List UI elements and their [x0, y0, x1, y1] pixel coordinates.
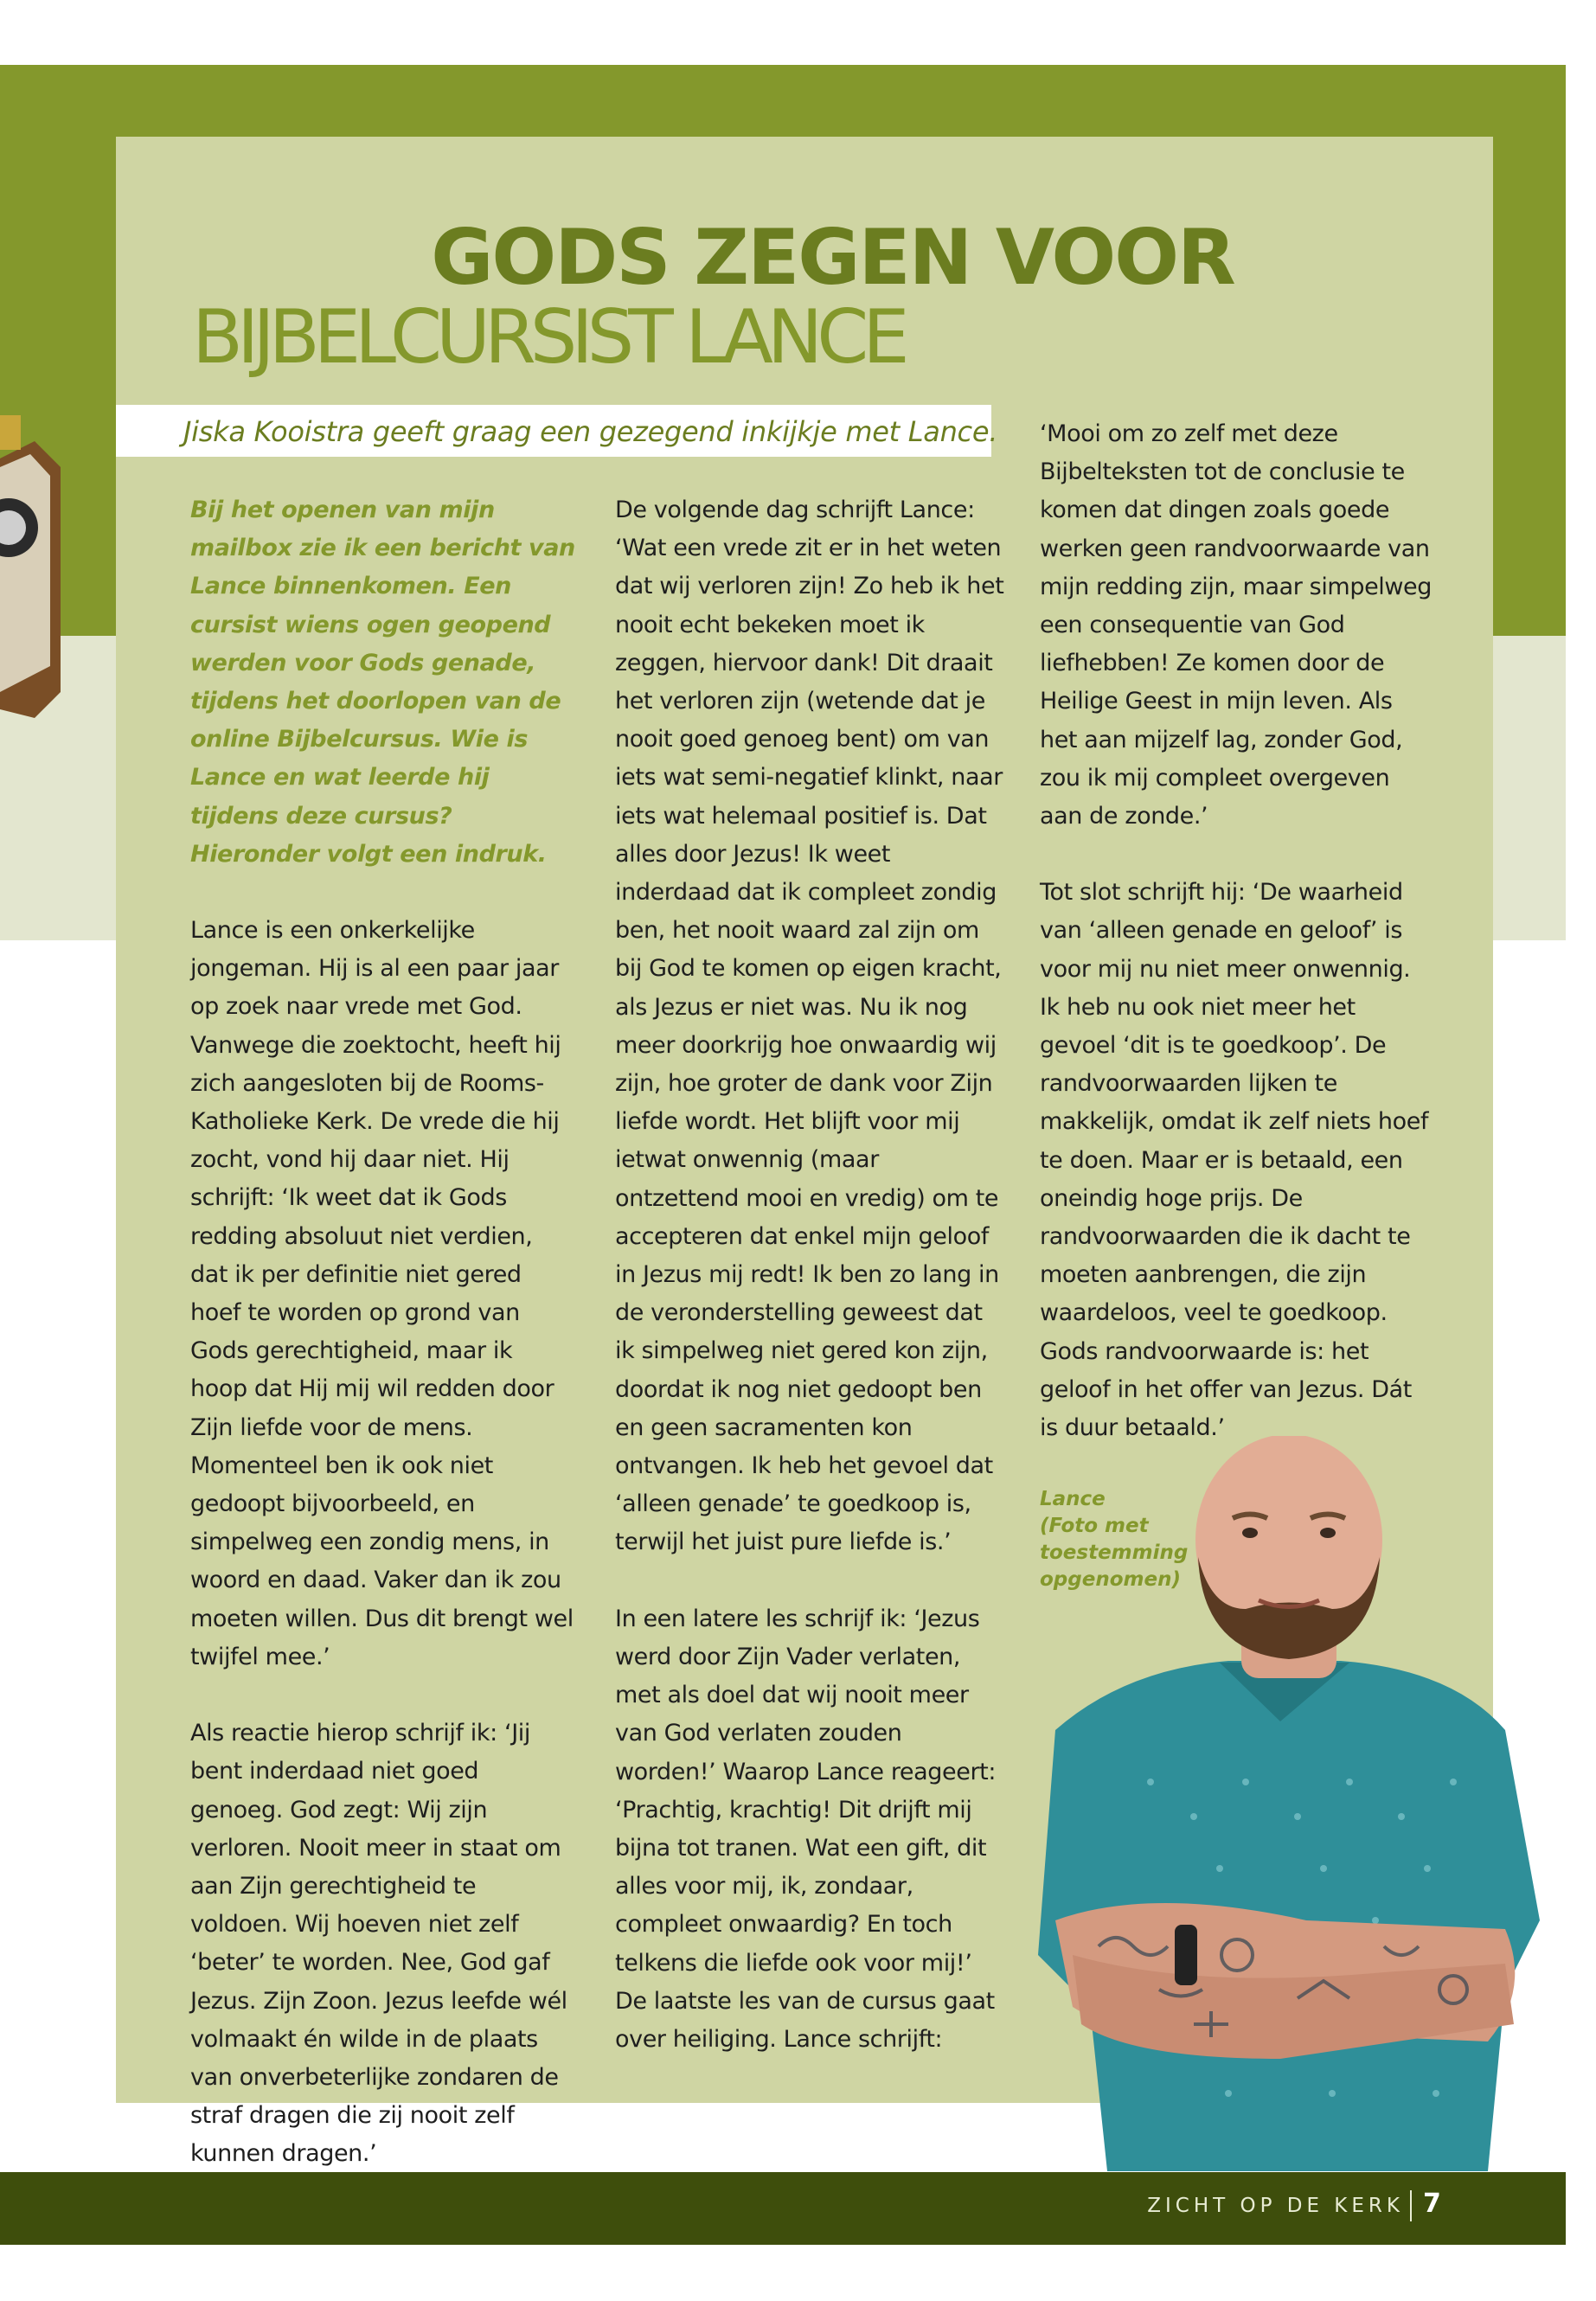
footer-divider [1410, 2190, 1412, 2221]
column-3 [1040, 415, 1433, 1447]
body-paragraph: Lance is een onkerkelijke jongeman. Hij is al een paar jaar op zoek naar vrede met God. Vanwege die zoektocht, heeft hij zich aangesloten bij de Rooms-Katholieke Kerk. De vrede die hij zocht, vond hij daar niet. Hij schrijft: ‘Ik weet dat ik Gods redding absoluut niet verdien, dat ik per definitie niet gered hoef te worden op grond van Gods gerechtigheid, maar ik hoop dat Hij mij wil redden door Zijn liefde voor de mens. Momenteel ben ik ook niet gedoopt bijvoorbeeld, en simpelweg een zondig mens, in woord en daad. Vaker dan ik zou moeten willen. Dus dit brengt wel twijfel mee.’ [190, 917, 574, 1670]
article-subtitle: Jiska Kooistra geeft graag een gezegend inkijkje met Lance. [183, 415, 998, 448]
page-number: 7 [1423, 2189, 1441, 2219]
caption-line: (Foto met [1040, 1515, 1149, 1537]
article-title-light: BIJBELCURSIST LANCE [192, 294, 904, 381]
intro-paragraph: Bij het openen van mijn mailbox zie ik een bericht van Lance binnenkomen. Een cursist wiens ogen geopend werden voor Gods genade, tijdens het doorlopen van de online Bijbelcursus. Wie is Lance en wat leerde hij tijdens deze cursus? Hieronder volgt een indruk. [190, 497, 575, 868]
caption-line: toestemming [1040, 1541, 1189, 1564]
caption-line: Lance [1040, 1488, 1106, 1510]
body-paragraph: De volgende dag schrijft Lance: ‘Wat een vrede zit er in het weten dat wij verloren zijn! Zo heb ik het nooit echt bekeken moet ik zeggen, hiervoor dank! Dit draait het verloren zijn (wetende dat je nooit goed genoeg bent) om van iets wat semi-negatief klinkt, naar iets wat helemaal positief is. Dat alles door Jezus! Ik weet inderdaad dat ik compleet zondig ben, het nooit waard zal zijn om bij God te komen op eigen kracht, als Jezus er niet was. Nu ik nog meer doorkrijg hoe onwaardig wij zijn, hoe groter de dank voor Zijn liefde wordt. Het blijft voor mij ietwat onwennig (maar ontzettend mooi en vredig) om te accepteren dat enkel mijn geloof in Jezus mij redt! Ik ben zo lang in de veronderstelling geweest dat ik simpelweg niet gered kon zijn, doordat ik nog niet gedoopt ben en geen sacramenten kon ontvangen. Ik heb het gevoel dat ‘alleen genade’ te goedkoop is, terwijl het juist pure liefde is.’ [615, 497, 1004, 1556]
magazine-name: ZICHT OP DE KERK [1147, 2195, 1404, 2217]
body-paragraph: Als reactie hierop schrijf ik: ‘Jij bent inderdaad niet goed genoeg. God zegt: Wij zijn verloren. Nooit meer in staat om aan Zijn gerechtigheid te voldoen. Wij hoeven niet zelf ‘beter’ te worden. Nee, God gaf Jezus. Zijn Zoon. Jezus leefde wél volmaakt én wilde in de plaats van onverbeterlijke zondaren de straf dragen die zij nooit zelf kunnen dragen.’ [190, 1720, 567, 2168]
caption-line: opgenomen) [1040, 1568, 1181, 1591]
column-1 [190, 491, 575, 2174]
column-2 [615, 491, 1009, 2059]
body-paragraph: In een latere les schrijf ik: ‘Jezus werd door Zijn Vader verlaten, met als doel dat wij nooit meer van God verlaten zouden worden!’ Waarop Lance reageert: ‘Prachtig, krachtig! Dit drijft mij bijna tot tranen. Wat een gift, dit alles voor mij, ik, zondaar, compleet onwaardig? En toch telkens die liefde ook voor mij!’ [615, 1605, 997, 1977]
article-title-bold: GODS ZEGEN VOOR [431, 213, 1234, 302]
body-paragraph: De laatste les van de cursus gaat over heiliging. Lance schrijft: [615, 1987, 995, 2053]
decorative-wooden-object [0, 407, 69, 735]
body-paragraph: ‘Mooi om zo zelf met deze Bijbelteksten tot de conclusie te komen dat dingen zoals goede werken geen randvoorwaarde van mijn redding zijn, maar simpelweg een consequentie van God liefhebben! Ze komen door de Heilige Geest in mijn leven. Als het aan mijzelf lag, zonder God, zou ik mij compleet overgeven aan de zonde.’ [1040, 420, 1433, 830]
body-paragraph: Tot slot schrijft hij: ‘De waarheid van ‘alleen genade en geloof’ is voor mij nu niet meer onwennig. Ik heb nu ook niet meer het gevoel ‘dit is te goedkoop’. De randvoorwaarden lijken te makkelijk, omdat ik zelf niets hoef te doen. Maar er is betaald, een oneindig hoge prijs. De randvoorwaarden die ik dacht te moeten aanbrengen, die zijn waardeloos, veel te goedkoop. Gods randvoorwaarde is: het geloof in het offer van Jezus. Dát is duur betaald.’ [1040, 879, 1429, 1442]
photo-caption [1040, 1486, 1213, 1593]
